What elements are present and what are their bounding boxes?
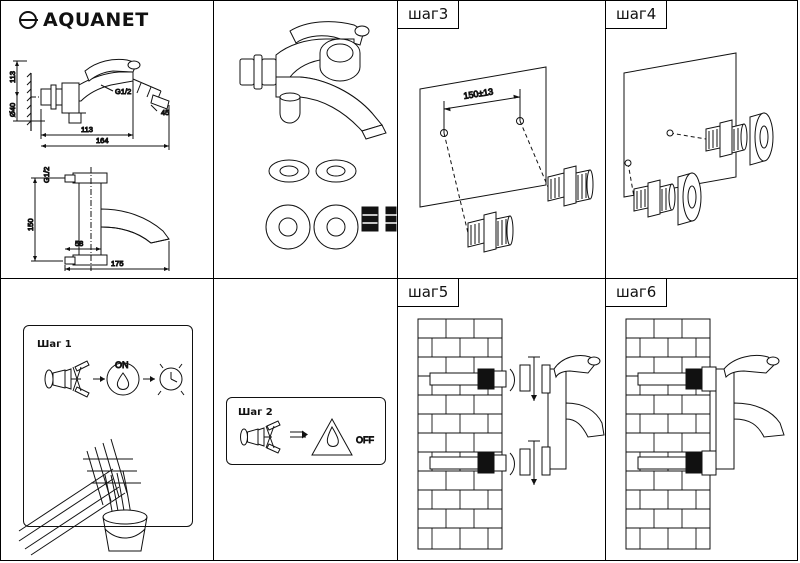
svg-text:OFF: OFF bbox=[356, 435, 374, 445]
brand-logo bbox=[19, 9, 149, 31]
svg-text:175: 175 bbox=[111, 259, 124, 268]
aquanet-circle-logo-icon bbox=[19, 11, 37, 29]
svg-text:58: 58 bbox=[75, 239, 84, 248]
cell-step4 bbox=[606, 1, 799, 278]
cell-step5 bbox=[398, 279, 605, 562]
svg-text:150: 150 bbox=[26, 218, 35, 231]
step2-inline-label: Шаг 2 bbox=[238, 407, 273, 418]
step6-label: шаг6 bbox=[606, 279, 667, 307]
cell-step6 bbox=[606, 279, 799, 562]
svg-text:G1/2: G1/2 bbox=[115, 87, 132, 96]
svg-text:45: 45 bbox=[161, 108, 170, 117]
step1-inline-label: Шаг 1 bbox=[37, 339, 72, 350]
step4-label: шаг4 bbox=[606, 1, 667, 29]
cell-step1 bbox=[1, 279, 213, 562]
step5-label: шаг5 bbox=[398, 279, 459, 307]
cell-dimension-drawings bbox=[1, 1, 213, 278]
step3-label: шаг3 bbox=[398, 1, 459, 29]
svg-text:Ø40: Ø40 bbox=[8, 102, 17, 117]
svg-text:164: 164 bbox=[96, 136, 109, 145]
cell-step2 bbox=[214, 279, 397, 562]
cell-step3 bbox=[398, 1, 605, 278]
svg-text:ON: ON bbox=[115, 360, 129, 370]
cell-faucet-and-parts bbox=[214, 1, 397, 278]
svg-text:113: 113 bbox=[81, 125, 93, 134]
svg-text:G1/2: G1/2 bbox=[42, 166, 51, 183]
svg-text:150±13: 150±13 bbox=[462, 86, 494, 101]
brand-name: AQUANET bbox=[43, 9, 149, 31]
svg-text:113: 113 bbox=[8, 71, 17, 83]
